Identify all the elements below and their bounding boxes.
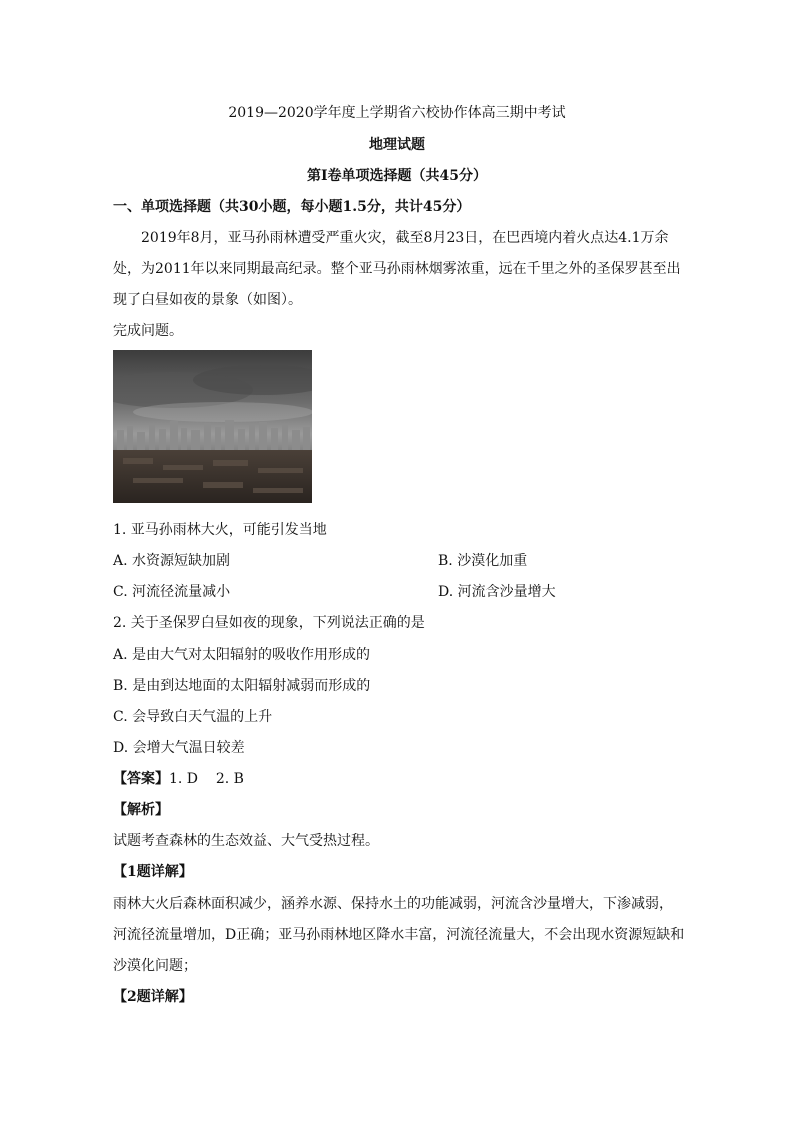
question-1-stem: 1. 亚马孙雨林大火，可能引发当地 [113, 522, 327, 538]
answer-line [113, 769, 244, 789]
question-2-option-c: C. 会导致白天气温的上升 [113, 709, 273, 725]
question-1-option-d: D. 河流含沙量增大 [438, 584, 556, 600]
detail-1-label: 【1题详解】 [113, 864, 193, 880]
detail-2-label: 【2题详解】 [113, 989, 193, 1005]
question-2-option-b: B. 是由到达地面的太阳辐射减弱而形成的 [113, 678, 371, 694]
detail-1-line-1: 雨林大火后森林面积减少，涵养水源、保持水土的功能减弱，河流含沙量增大，下渗减弱， [113, 896, 673, 912]
answer-label: 【答案】 [113, 771, 169, 787]
city-skyline-image [113, 350, 312, 503]
sao-paulo-dark-sky-photo [113, 350, 312, 503]
passage-line-2: 处，为2011年以来同期最高纪录。整个亚马孙雨林烟雾浓重，远在千里之外的圣保罗甚至出 [113, 261, 681, 277]
question-2-option-a: A. 是由大气对太阳辐射的吸收作用形成的 [113, 647, 371, 663]
volume-title: 第Ⅰ卷单项选择题（共45分） [306, 168, 488, 184]
passage-line-1: 2019年8月，亚马孙雨林遭受严重火灾，截至8月23日，在巴西境内着火点达4.1万余 [141, 230, 669, 246]
exam-title: 2019—2020学年度上学期省六校协作体高三期中考试 [228, 105, 566, 121]
subject-title: 地理试题 [369, 137, 425, 153]
question-2-stem: 2. 关于圣保罗白昼如夜的现象，下列说法正确的是 [113, 615, 425, 631]
question-1-option-b: B. 沙漠化加重 [438, 553, 528, 569]
question-2-option-d: D. 会增大气温日较差 [113, 740, 245, 756]
question-1-option-c: C. 河流径流量减小 [113, 584, 231, 600]
detail-1-line-3: 沙漠化问题； [113, 958, 197, 974]
passage-line-3: 现了白昼如夜的景象（如图）。 [113, 292, 302, 308]
passage-instruction: 完成问题。 [113, 323, 183, 339]
question-1-option-a: A. 水资源短缺加剧 [113, 553, 231, 569]
analysis-label: 【解析】 [113, 802, 169, 818]
answer-value: 1. D 2. B [169, 771, 244, 787]
detail-1-line-2: 河流径流量增加，D正确；亚马孙雨林地区降水丰富，河流径流量大，不会出现水资源短缺和 [113, 927, 685, 943]
analysis-text: 试题考查森林的生态效益、大气受热过程。 [113, 833, 379, 849]
section-heading: 一、单项选择题（共30小题，每小题1.5分，共计45分） [113, 199, 471, 215]
